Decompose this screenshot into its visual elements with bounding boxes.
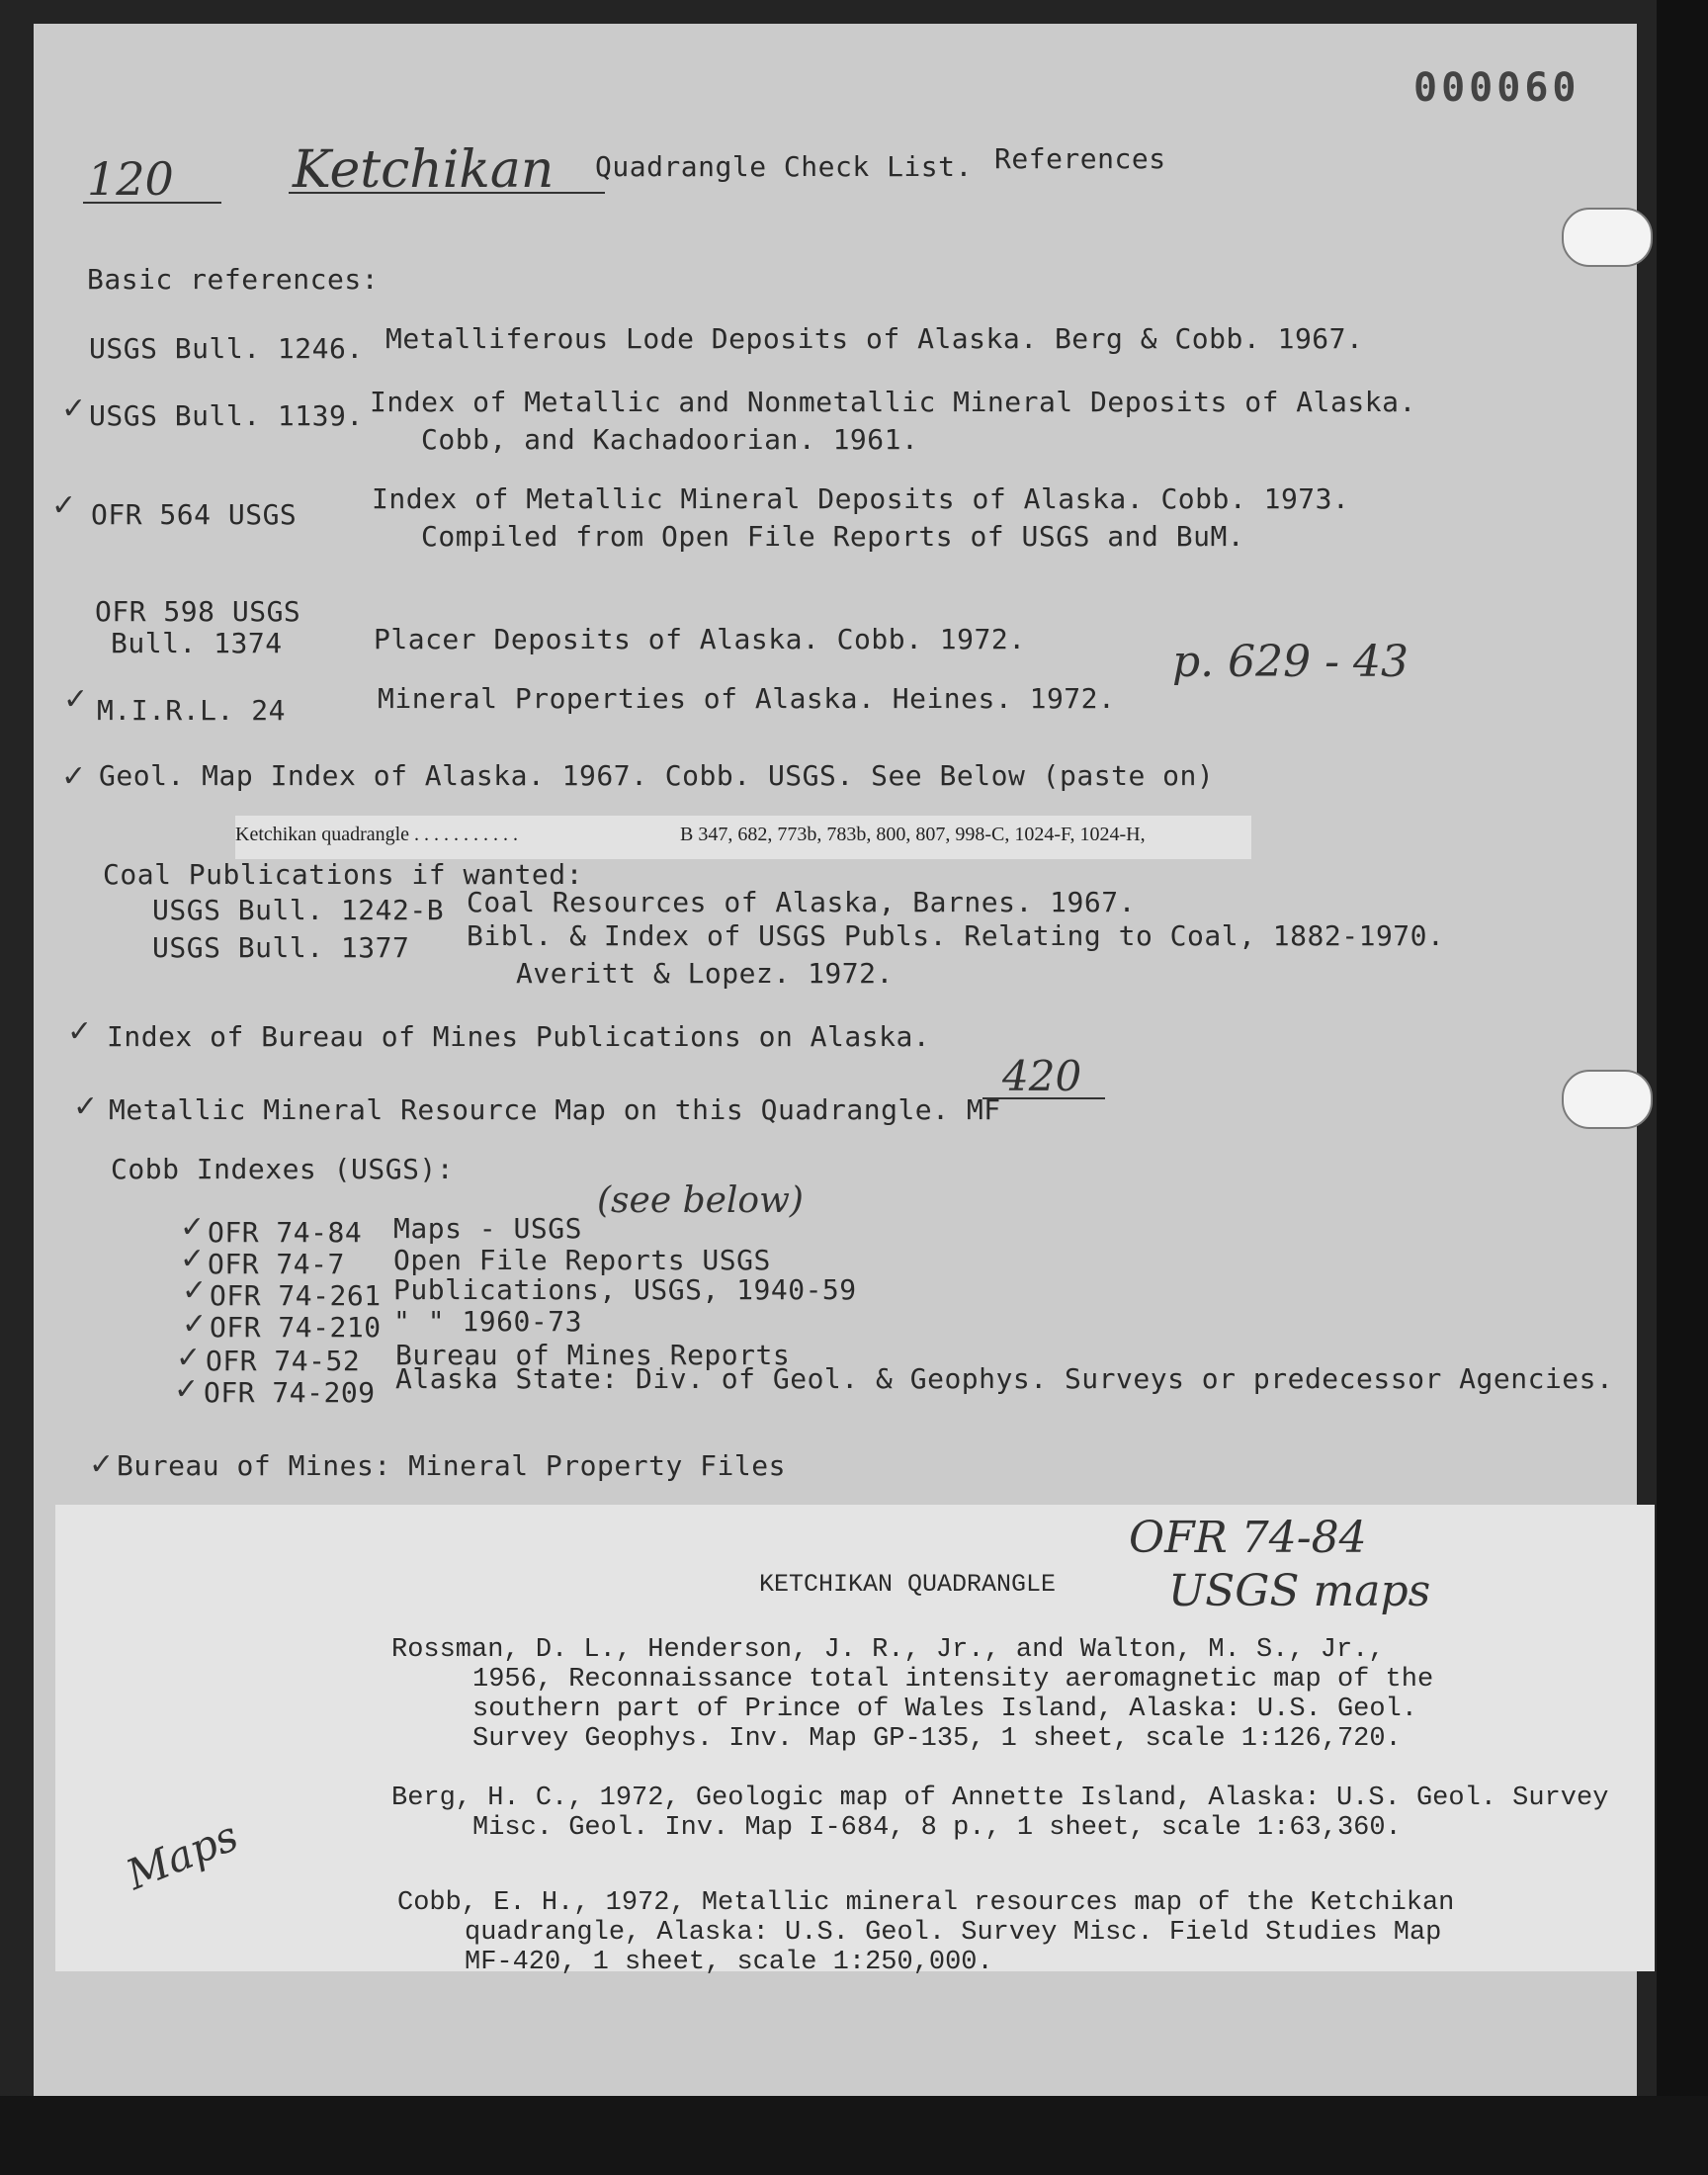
strip-label: Ketchikan quadrangle . . . . . . . . . . . [235, 824, 519, 845]
number-underline [83, 202, 221, 204]
coal-text: Coal Resources of Alaska, Barnes. 1967. [467, 886, 1136, 918]
cobb-text: " " 1960-73 [393, 1305, 582, 1338]
checkmark-icon: ✓ [51, 488, 77, 523]
checkmark-icon: ✓ [61, 759, 87, 794]
ref-text: Index of Metallic and Nonmetallic Mineral Deposits of Alaska. [370, 386, 1416, 418]
cobb-code: OFR 74-7 [208, 1248, 345, 1280]
cobb-text: Bureau of Mines Reports [395, 1339, 791, 1371]
checkmark-icon: ✓ [182, 1273, 208, 1308]
checkmark-icon: ✓ [174, 1372, 200, 1407]
cobb-code: OFR 74-52 [206, 1345, 361, 1377]
checkmark-icon: ✓ [67, 1014, 93, 1049]
scan-edge-bottom [0, 2096, 1708, 2175]
cobb-code: OFR 74-209 [204, 1376, 376, 1409]
map-reference-line: Misc. Geol. Inv. Map I-684, 8 p., 1 sheet, scale 1:63,360. [472, 1813, 1402, 1843]
ref-text-cont: Cobb, and Kachadoorian. 1961. [421, 423, 919, 456]
cobb-heading: Cobb Indexes (USGS): [111, 1153, 455, 1185]
strip-refs: B 347, 682, 773b, 783b, 800, 807, 998-C, 1024-F, 1024-H, [680, 824, 1146, 845]
punch-hole [1562, 208, 1653, 267]
mf-number: 420 [1002, 1052, 1082, 1100]
handwritten-margin-note: Maps [120, 1810, 245, 1900]
coal-text-cont: Averitt & Lopez. 1972. [516, 957, 894, 990]
ref-text: Mineral Properties of Alaska. Heines. 1972. [378, 682, 1116, 715]
scan-edge-right [1657, 0, 1708, 2175]
handwritten-usgs-maps-note: USGS maps [1168, 1566, 1431, 1616]
map-reference-line: southern part of Prince of Wales Island, Alaska: U.S. Geol. [472, 1695, 1417, 1724]
coal-text: Bibl. & Index of USGS Publs. Relating to Coal, 1882-1970. [467, 919, 1445, 952]
ref-text: Placer Deposits of Alaska. Cobb. 1972. [374, 623, 1026, 655]
pasted-maps-section [55, 1505, 1655, 1977]
bureau-index-text: Index of Bureau of Mines Publications on Alaska. [107, 1020, 931, 1053]
cobb-text: Open File Reports USGS [393, 1244, 771, 1276]
see-below-note: (see below) [597, 1180, 804, 1221]
pasted-index-strip [235, 816, 1251, 859]
checklist-subtitle: References [994, 142, 1166, 175]
name-underline [289, 192, 605, 194]
ref-code: OFR 564 USGS [91, 498, 298, 531]
mf-underline [982, 1097, 1105, 1099]
checkmark-icon: ✓ [89, 1447, 115, 1482]
ref-text: Geol. Map Index of Alaska. 1967. Cobb. USGS. See Below (paste on) [99, 759, 1215, 792]
checkmark-icon: ✓ [182, 1307, 208, 1342]
map-reference-line: Survey Geophys. Inv. Map GP-135, 1 sheet, scale 1:126,720. [472, 1724, 1402, 1754]
punch-hole [1562, 1070, 1653, 1129]
checkmark-icon: ✓ [61, 392, 87, 426]
bom-files-text: Bureau of Mines: Mineral Property Files [117, 1449, 786, 1482]
ref-text: Index of Metallic Mineral Deposits of Alaska. Cobb. 1973. [372, 482, 1350, 515]
ref-text: Metalliferous Lode Deposits of Alaska. Berg & Cobb. 1967. [385, 322, 1364, 355]
page-stamp-number: 000060 [1413, 65, 1580, 111]
quadrangle-number: 120 [87, 152, 174, 206]
map-reference-line: quadrangle, Alaska: U.S. Geol. Survey Misc. Field Studies Map [465, 1918, 1442, 1948]
coal-code: USGS Bull. 1242-B [152, 894, 445, 926]
checkmark-icon: ✓ [180, 1210, 206, 1245]
ref-code: USGS Bull. 1139. [89, 399, 364, 432]
map-reference-line: 1956, Reconnaissance total intensity aeromagnetic map of the [472, 1665, 1434, 1695]
checkmark-icon: ✓ [73, 1089, 99, 1124]
checklist-title: Quadrangle Check List. [595, 150, 973, 183]
coal-code: USGS Bull. 1377 [152, 931, 410, 964]
ref-code-cont: Bull. 1374 [111, 627, 283, 659]
maps-section-title: KETCHIKAN QUADRANGLE [759, 1570, 1057, 1599]
cobb-text: Alaska State: Div. of Geol. & Geophys. Surveys or predecessor Agencies. [395, 1362, 1614, 1395]
handwritten-page-note: p. 629 - 43 [1172, 637, 1409, 687]
map-reference-line: Berg, H. C., 1972, Geologic map of Annette Island, Alaska: U.S. Geol. Survey [391, 1784, 1609, 1813]
ref-code: M.I.R.L. 24 [97, 694, 286, 727]
ref-code: USGS Bull. 1246. [89, 332, 364, 365]
metallic-map-text: Metallic Mineral Resource Map on this Quadrangle. MF [109, 1093, 1001, 1126]
ref-code: OFR 598 USGS [95, 595, 301, 628]
cobb-code: OFR 74-210 [210, 1311, 382, 1344]
map-reference-line: MF-420, 1 sheet, scale 1:250,000. [465, 1948, 993, 1977]
checkmark-icon: ✓ [63, 682, 89, 717]
checkmark-icon: ✓ [176, 1341, 202, 1375]
quadrangle-name: Ketchikan [293, 140, 555, 200]
checkmark-icon: ✓ [180, 1242, 206, 1276]
cobb-text: Publications, USGS, 1940-59 [393, 1273, 857, 1306]
ref-text-cont: Compiled from Open File Reports of USGS and BuM. [421, 520, 1245, 553]
cobb-text: Maps - USGS [393, 1212, 582, 1245]
cobb-code: OFR 74-261 [210, 1279, 382, 1312]
cobb-code: OFR 74-84 [208, 1216, 363, 1249]
map-reference-line: Rossman, D. L., Henderson, J. R., Jr., and Walton, M. S., Jr., [391, 1635, 1385, 1665]
handwritten-ofr-note: OFR 74-84 [1129, 1513, 1367, 1563]
coal-heading: Coal Publications if wanted: [103, 858, 584, 891]
basic-references-heading: Basic references: [87, 263, 380, 296]
map-reference-line: Cobb, E. H., 1972, Metallic mineral resources map of the Ketchikan [397, 1888, 1455, 1918]
